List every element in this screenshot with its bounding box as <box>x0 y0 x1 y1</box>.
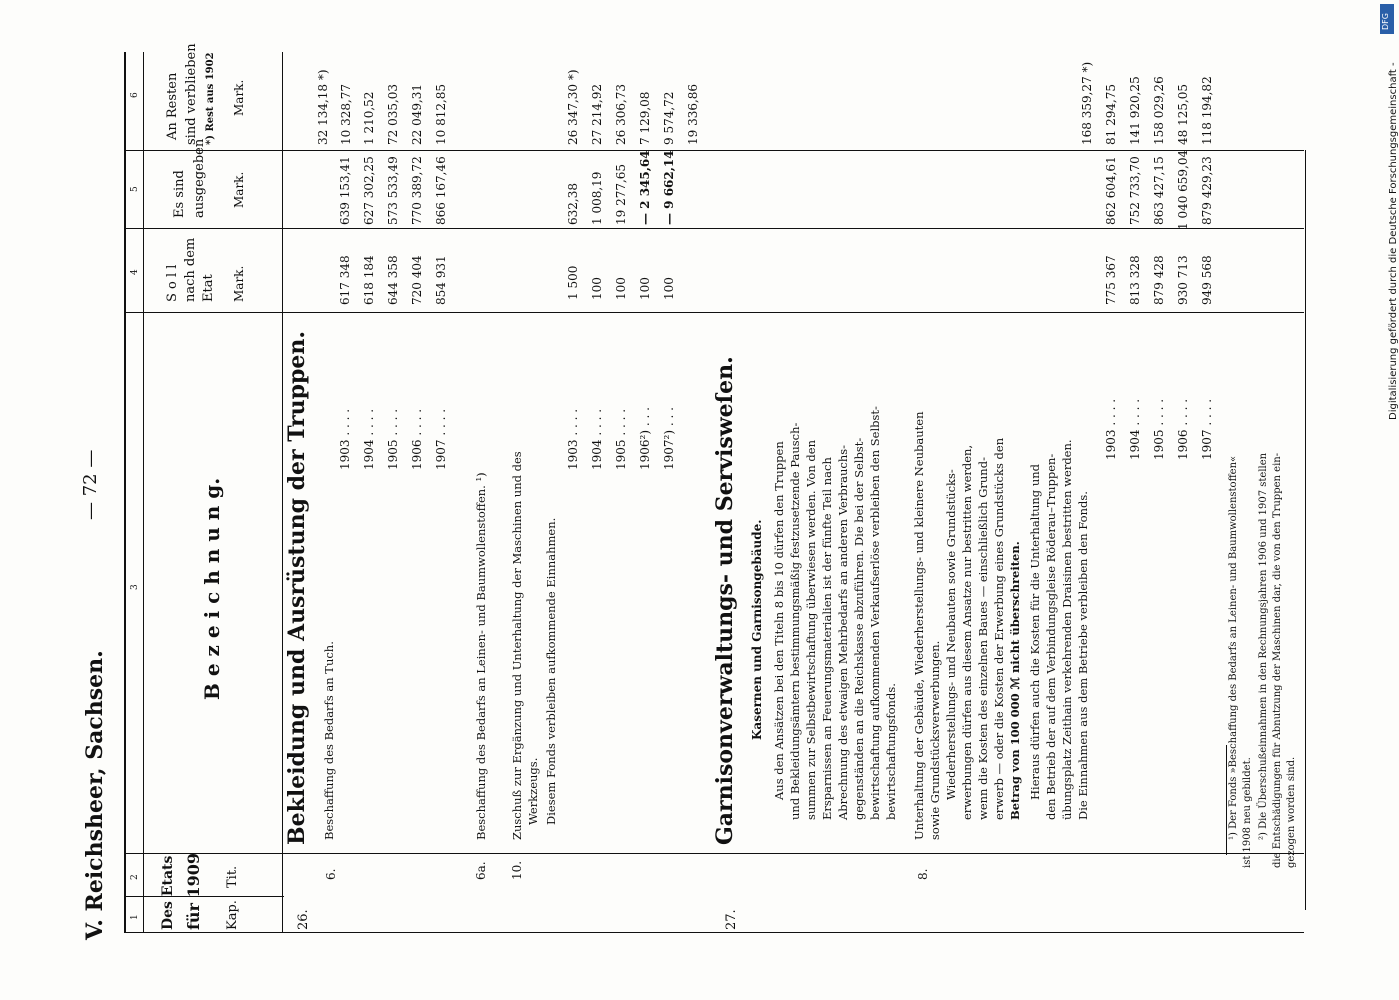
header-soll-2: nach dem <box>183 237 198 302</box>
tit6-soll: 720 404 <box>410 255 424 305</box>
col-divider-5-6 <box>124 150 1304 151</box>
tit8-soll: 775 367 <box>1104 255 1118 305</box>
header-etat-2: für 1909 <box>184 852 203 930</box>
tit10-rest: 26 347,30 *) <box>566 69 580 145</box>
tit10-year: 1907²) . . . <box>662 407 676 470</box>
dfg-logo: DFG <box>1380 4 1394 34</box>
tit8-rest: 141 920,25 <box>1128 76 1142 145</box>
tit8-soll: 813 328 <box>1128 255 1142 305</box>
tit10-aus: 19 277,65 <box>614 163 628 225</box>
tit8-rest: 48 125,05 <box>1176 83 1190 145</box>
kap-27: 27. <box>724 909 739 930</box>
header-reste-2: sind verblieben <box>184 43 199 145</box>
header-reste-3: *) Rest aus 1902 <box>205 52 216 145</box>
header-aus-2: ausgegeben <box>192 138 207 218</box>
tit6-soll: 644 358 <box>386 255 400 305</box>
tit6-rest: 72 035,03 <box>386 83 400 145</box>
tit6-soll: 854 931 <box>434 255 448 305</box>
footnote-rule <box>1226 745 1227 855</box>
tit10-soll: 100 <box>662 277 676 300</box>
col-divider-3-4 <box>124 312 1304 313</box>
tit8-soll: 949 568 <box>1200 255 1214 305</box>
header-soll-mark: Mark. <box>232 265 246 302</box>
tit6-rest: 32 134,18 *) <box>316 69 330 145</box>
col-num-3: 3 <box>130 584 140 590</box>
tit10-soll: 100 <box>638 277 652 300</box>
tit10-aus: 632,38 <box>566 183 580 225</box>
col-divider-left <box>124 932 1304 933</box>
col-num-5: 5 <box>130 186 140 192</box>
tit10-aus: 1 008,19 <box>590 171 604 225</box>
tit8-rest-extra: 118 194,82 <box>1200 76 1214 145</box>
tit10-text2: Werkzeugs. <box>526 757 540 825</box>
tit-6a: 6a. <box>474 861 488 880</box>
tit10-text1: Zuschuß zur Ergänzung und Unterhaltung der Maschinen und des <box>510 451 524 840</box>
tit6-year: 1904 . . . . <box>362 408 376 470</box>
tit8-rest: 168 359,27 *) <box>1080 61 1094 145</box>
tit6-year: 1907 . . . . <box>434 408 448 470</box>
header-aus-1: Es sind <box>172 170 187 218</box>
tit8-aus: 879 429,23 <box>1200 156 1214 225</box>
tit8-year: 1906 . . . . <box>1176 398 1190 460</box>
tit6-aus: 639 153,41 <box>338 156 352 225</box>
tit10-aus: — 9 662,14 <box>662 150 676 225</box>
header-soll-3: Etat <box>201 274 216 302</box>
tit6-year: 1906 . . . . <box>410 408 424 470</box>
tit8-aus: 863 427,15 <box>1152 156 1166 225</box>
tit8-rest: 81 294,75 <box>1104 83 1118 145</box>
tit10-aus: — 2 345,64 <box>638 150 652 225</box>
tit10-rest: 27 214,92 <box>590 83 604 145</box>
tit-6: 6. <box>324 868 338 880</box>
column-number-row-line <box>143 52 144 932</box>
tit6-text: Beschaffung des Bedarfs an Tuch. <box>322 641 336 840</box>
col-num-4: 4 <box>130 269 140 275</box>
tit8-year: 1907 . . . . <box>1200 398 1214 460</box>
tit6-rest: 1 210,52 <box>362 91 376 145</box>
tit10-soll: 1 500 <box>566 265 580 300</box>
tit6-year: 1905 . . . . <box>386 408 400 470</box>
header-bottom-line <box>282 52 283 932</box>
kap27-subtitle: Kasernen und Garnisongebäude. <box>750 519 764 740</box>
tit6-soll: 617 348 <box>338 255 352 305</box>
tit10-year: 1903 . . . . <box>566 408 580 470</box>
tit8-year: 1903 . . . . <box>1104 398 1118 460</box>
tit10-soll: 100 <box>614 277 628 300</box>
tit6-rest: 10 328,77 <box>339 83 353 145</box>
tit10-rest-extra: 19 336,86 <box>686 83 700 145</box>
tit6-rest-extra: 10 812,85 <box>434 83 448 145</box>
tit10-rest: 26 306,73 <box>614 83 628 145</box>
tit8-soll: 879 428 <box>1152 255 1166 305</box>
col-num-1: 1 <box>130 914 140 920</box>
header-soll-1: S o l l <box>165 264 180 302</box>
tit8-year: 1904 . . . . <box>1128 398 1142 460</box>
col-num-2: 2 <box>130 874 140 880</box>
header-kap: Kap. <box>225 900 240 930</box>
tit6-aus: 573 533,49 <box>386 156 400 225</box>
tit10-year: 1904 . . . . <box>590 408 604 470</box>
tit10-soll: 100 <box>590 277 604 300</box>
col-divider-1-2 <box>124 896 284 897</box>
tit8-year: 1905 . . . . <box>1152 398 1166 460</box>
header-aus-mark: Mark. <box>232 171 246 208</box>
table-bottom-line <box>1305 150 1306 910</box>
header-reste-mark: Mark. <box>232 79 246 116</box>
tit6-rest: 22 049,31 <box>410 83 424 145</box>
header-tit: Tit. <box>225 865 240 888</box>
col-divider-2-3 <box>124 853 1304 854</box>
kap27-title: Garnisonverwaltungs- und Servisweſen. <box>712 356 738 845</box>
tit6-aus: 866 167,46 <box>434 156 448 225</box>
tit8-aus: 752 733,70 <box>1128 156 1142 225</box>
kap-26: 26. <box>296 909 311 930</box>
tit-10: 10. <box>510 860 524 880</box>
tit8-rest: 158 029,26 <box>1152 76 1166 145</box>
page-number: — 72 — <box>80 449 101 520</box>
tit10-rest: 9 574,72 <box>662 91 676 145</box>
tit10-year: 1906²) . . . <box>638 407 652 470</box>
header-bezeichnung: B e z e i c h n u n g. <box>200 477 224 700</box>
tit8-aus: 862 604,61 <box>1104 156 1118 225</box>
col-num-6: 6 <box>130 92 140 98</box>
page-header: V. Reichsheer, Sachsen. <box>82 650 108 940</box>
col-divider-4-5 <box>124 228 1304 229</box>
tit10-rest: 7 129,08 <box>638 91 652 145</box>
table-top-border <box>124 52 126 932</box>
tit-8: 8. <box>916 868 930 880</box>
kap26-title: Bekleidung und Ausrüstung der Truppen. <box>284 330 310 845</box>
side-note: Digitalisierung gefördert durch die Deutsche Forschungsgemeinschaft - <box>1388 62 1399 420</box>
header-reste-1: An Resten <box>165 72 180 140</box>
tit6-soll: 618 184 <box>362 255 376 305</box>
tit6-aus: 770 389,72 <box>410 156 424 225</box>
tit10-year: 1905 . . . . <box>614 408 628 470</box>
tit6-aus: 627 302,25 <box>362 156 376 225</box>
header-etat-1: Des Etats <box>160 855 176 930</box>
tit8-aus: 1 040 659,04 <box>1176 149 1190 230</box>
tit8-soll: 930 713 <box>1176 255 1190 305</box>
tit6-year: 1903 . . . . <box>338 408 352 470</box>
tit6a-text: Beschaffung des Bedarfs an Leinen- und Baumwollenstoffen. ¹) <box>474 472 488 840</box>
tit10-text3: Diesem Fonds verbleiben aufkommende Einnahmen. <box>544 517 558 825</box>
